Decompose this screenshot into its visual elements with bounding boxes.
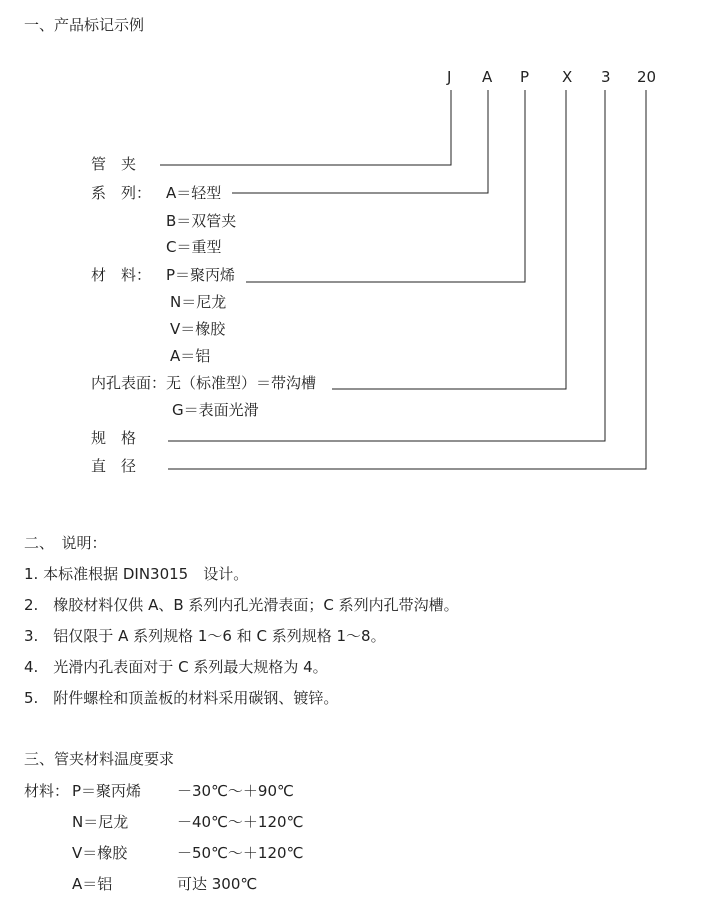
row-label-bore: 内孔表面：	[91, 374, 167, 392]
leader-line-series	[232, 90, 488, 193]
section2-heading: 二、 说明：	[24, 534, 107, 552]
code-letter-3: 3	[601, 68, 611, 86]
temp-row-material: N＝尼龙	[72, 813, 129, 831]
code-letter-x: X	[562, 68, 573, 86]
bore-option-g: G＝表面光滑	[172, 401, 259, 419]
series-option-c: C＝重型	[166, 238, 222, 256]
leader-line-bore	[332, 90, 566, 389]
code-letter-a: A	[482, 68, 493, 86]
section3-heading: 三、管夹材料温度要求	[24, 750, 175, 768]
row-label-series: 系 列：	[91, 184, 152, 202]
temp-row-range: －40℃～＋120℃	[177, 813, 304, 831]
series-option-b: B＝双管夹	[166, 212, 237, 230]
row-label-clamp: 管 夹	[91, 155, 137, 173]
row-label-material: 材 料：	[91, 266, 152, 284]
section1-heading: 一、产品标记示例	[24, 16, 145, 34]
code-letter-p: P	[520, 68, 530, 86]
temp-row-material: A＝铝	[72, 875, 113, 893]
row-label-diameter: 直 径	[91, 457, 137, 475]
leader-line-material	[246, 90, 525, 282]
material-option-a: A＝铝	[170, 347, 211, 365]
material-option-v: V＝橡胶	[170, 320, 226, 338]
temp-row-range: 可达 300℃	[177, 875, 258, 893]
leader-line-clamp	[160, 90, 451, 165]
code-letter-j: J	[447, 68, 452, 86]
material-option-n: N＝尼龙	[170, 293, 227, 311]
temp-row-material: P＝聚丙烯	[72, 782, 142, 800]
series-option-a: A＝轻型	[166, 184, 222, 202]
temp-table-label: 材料：	[24, 782, 70, 800]
code-letter-20: 20	[637, 68, 657, 86]
note-item: 1. 本标准根据 DIN3015 设计。	[24, 565, 249, 583]
bore-option-default: 无（标准型）＝带沟槽	[166, 374, 317, 392]
material-option-p: P＝聚丙烯	[166, 266, 236, 284]
row-label-size: 规 格	[91, 429, 137, 447]
note-item: 2. 橡胶材料仅供 A、B 系列内孔光滑表面；C 系列内孔带沟槽。	[24, 596, 459, 614]
note-item: 3. 铝仅限于 A 系列规格 1～6 和 C 系列规格 1～8。	[24, 627, 386, 645]
temp-row-range: －30℃～＋90℃	[177, 782, 294, 800]
note-item: 5. 附件螺栓和顶盖板的材料采用碳钢、镀锌。	[24, 689, 339, 707]
note-item: 4. 光滑内孔表面对于 C 系列最大规格为 4。	[24, 658, 328, 676]
temp-row-material: V＝橡胶	[72, 844, 128, 862]
temp-row-range: －50℃～＋120℃	[177, 844, 304, 862]
